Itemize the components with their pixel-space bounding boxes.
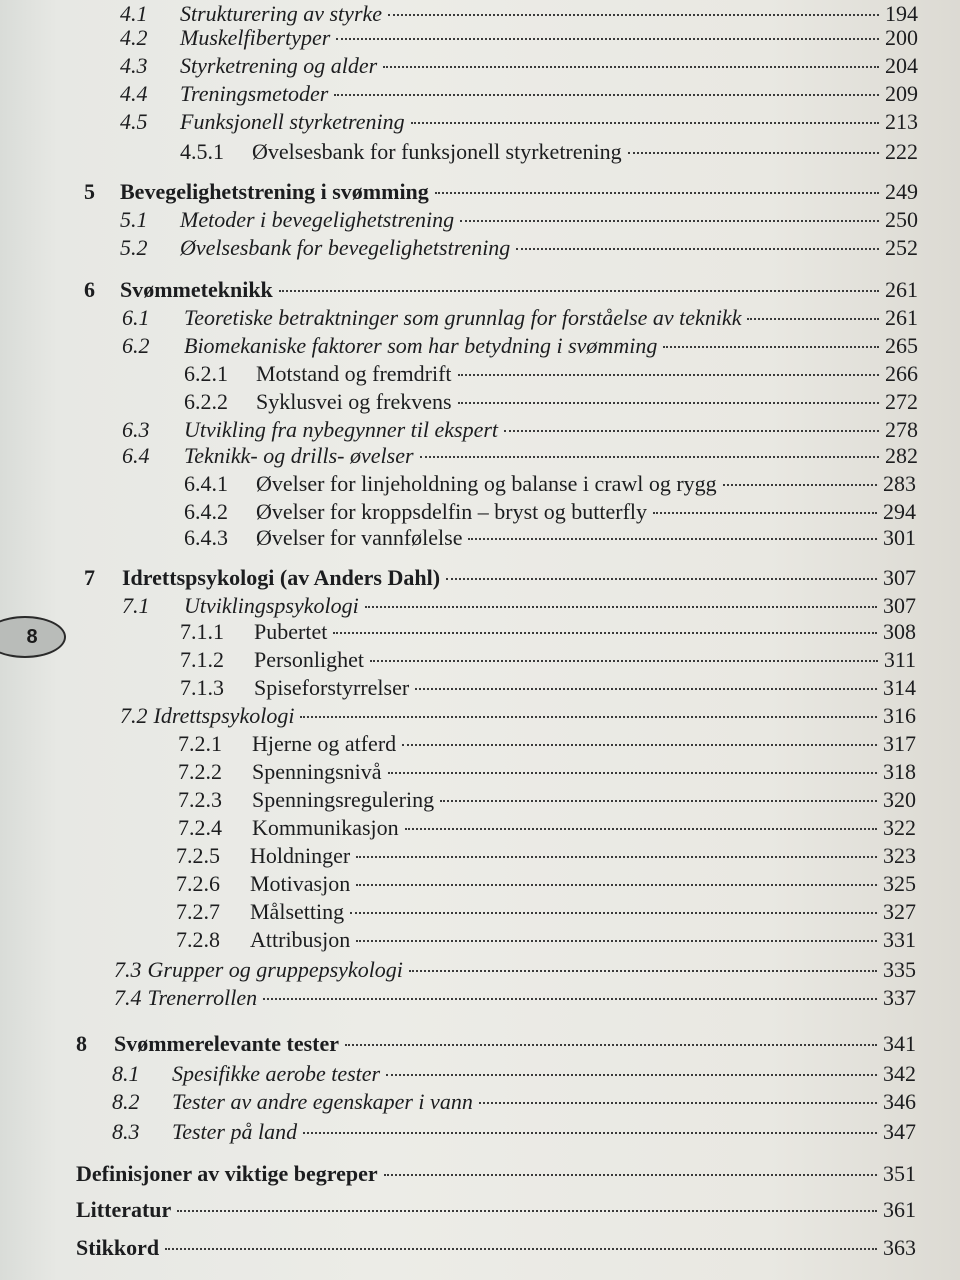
- toc-entry-title: Treningsmetoder: [180, 81, 329, 106]
- toc-entry-title: Litteratur: [76, 1197, 172, 1222]
- toc-entry-page: 323: [883, 843, 916, 868]
- dot-leader: [468, 538, 877, 540]
- toc-entry-number: 7.4: [114, 985, 142, 1010]
- toc-entry-page: 361: [883, 1197, 916, 1222]
- toc-entry-number: 7.1.1: [180, 619, 224, 644]
- dot-leader: [663, 346, 879, 348]
- toc-entry: [112, 1118, 916, 1146]
- toc-entry-page: 314: [883, 675, 916, 700]
- dot-leader: [628, 152, 879, 154]
- toc-entry-number: 6.2.1: [184, 361, 228, 386]
- toc-entry-number: 7.1.3: [180, 675, 224, 700]
- toc-entry-number: 6.3: [122, 417, 150, 442]
- toc-entry: [76, 1196, 916, 1224]
- toc-entry-page: 194: [885, 1, 918, 26]
- dot-leader: [165, 1248, 877, 1250]
- toc-entry-number: 7: [84, 565, 95, 590]
- toc-entry-title: Tester på land: [172, 1119, 298, 1144]
- toc-entry-title: Svømmerelevante tester: [114, 1031, 339, 1056]
- toc-entry-title: Styrketrening og alder: [180, 53, 378, 78]
- toc-entry-number: 6.2: [122, 333, 150, 358]
- toc-entry-title: Utvikling fra nybegynner til ekspert: [184, 417, 499, 442]
- toc-entry-page: 266: [885, 361, 918, 386]
- toc-entry-title: Øvelser for vannfølelse: [256, 525, 463, 550]
- toc-entry-number: 7.2.2: [178, 759, 222, 784]
- toc-entry: [120, 52, 918, 80]
- toc-entry-number: 4.5.1: [180, 139, 224, 164]
- toc-entry-title: Øvelsesbank for bevegelighetstrening: [180, 235, 511, 260]
- toc-entry-title: Syklusvei og frekvens: [256, 389, 452, 414]
- dot-leader: [388, 14, 879, 16]
- dot-leader: [446, 578, 877, 580]
- toc-entry-page: 301: [883, 525, 916, 550]
- toc-entry-page: 327: [883, 899, 916, 924]
- toc-entry-page: 331: [883, 927, 916, 952]
- toc-entry-title: Personlighet: [254, 647, 364, 672]
- toc-entry-page: 252: [885, 235, 918, 260]
- toc-entry-title: Bevegelighetstrening i svømming: [120, 179, 429, 204]
- dot-leader: [516, 248, 879, 250]
- toc-entry-page: 261: [885, 277, 918, 302]
- toc-entry: [176, 842, 916, 870]
- toc-entry-title: Kommunikasjon: [252, 815, 399, 840]
- dot-leader: [350, 912, 877, 914]
- toc-entry: [84, 276, 918, 304]
- dot-leader: [300, 716, 877, 718]
- toc-entry-number: 8: [76, 1031, 87, 1056]
- toc-entry-title: Svømmeteknikk: [120, 277, 273, 302]
- toc-entry-title: Strukturering av styrke: [180, 1, 383, 26]
- toc-entry-title: Muskelfibertyper: [180, 25, 331, 50]
- toc-entry-page: 265: [885, 333, 918, 358]
- toc-entry: [122, 304, 918, 332]
- toc-entry-title: Øvelser for kroppsdelfin – bryst og butterfly: [256, 499, 648, 524]
- toc-entry: [184, 360, 918, 388]
- toc-entry: [178, 786, 916, 814]
- toc-entry-number: 6.4.1: [184, 471, 228, 496]
- toc-entry: [120, 108, 918, 136]
- dot-leader: [345, 1044, 877, 1046]
- toc-entry-page: 204: [885, 53, 918, 78]
- toc-entry-title: Målsetting: [250, 899, 345, 924]
- toc-entry-title: Teoretiske betraktninger som grunnlag for forståelse av teknikk: [184, 305, 742, 330]
- toc-entry-page: 307: [883, 565, 916, 590]
- dot-leader: [365, 606, 877, 608]
- toc-entry-title: Utviklingspsykologi: [184, 593, 359, 618]
- dot-leader: [420, 456, 879, 458]
- toc-entry-page: 307: [883, 593, 916, 618]
- dot-leader: [356, 940, 877, 942]
- dot-leader: [723, 484, 877, 486]
- dot-leader: [479, 1102, 877, 1104]
- toc-entry: [120, 80, 918, 108]
- dot-leader: [460, 220, 879, 222]
- dot-leader: [356, 884, 877, 886]
- toc-entry: [184, 498, 916, 526]
- toc-entry: [176, 870, 916, 898]
- toc-entry-number: 6.2.2: [184, 389, 228, 414]
- toc-entry: [84, 564, 916, 592]
- toc-entry: [176, 926, 916, 954]
- toc-entry: [184, 470, 916, 498]
- toc-entry-number: 7.2.7: [176, 899, 220, 924]
- toc-entry-number: 4.5: [120, 109, 148, 134]
- toc-entry-title: Tester av andre egenskaper i vann: [172, 1089, 473, 1114]
- toc-entry-page: 351: [883, 1161, 916, 1186]
- dot-leader: [370, 660, 878, 662]
- toc-entry-page: 317: [883, 731, 916, 756]
- toc-entry-title: Funksjonell styrketrening: [180, 109, 405, 134]
- page-number: 8: [26, 625, 38, 648]
- toc-entry: [120, 234, 918, 262]
- toc-entry: [178, 814, 916, 842]
- toc-entry-page: 325: [883, 871, 916, 896]
- toc-entry-title: Motivasjon: [250, 871, 351, 896]
- toc-entry-title: Biomekaniske faktorer som har betydning i svømming: [184, 333, 658, 358]
- toc-entry-title: Hjerne og atferd: [252, 731, 397, 756]
- toc-entry: [76, 1234, 916, 1262]
- toc-entry-title: Pubertet: [254, 619, 328, 644]
- toc-entry-number: 7.2.1: [178, 731, 222, 756]
- toc-entry-title: Spenningsnivå: [252, 759, 382, 784]
- dot-leader: [435, 192, 879, 194]
- toc-entry-page: 342: [883, 1061, 916, 1086]
- toc-entry: [112, 1088, 916, 1116]
- toc-entry-title: Øvelsesbank for funksjonell styrketrening: [252, 139, 622, 164]
- toc-entry-number: 7.2.6: [176, 871, 220, 896]
- toc-entry: [122, 442, 918, 470]
- toc-entry-title: Holdninger: [250, 843, 351, 868]
- toc-entry-title: Idrettspsykologi: [153, 703, 295, 728]
- toc-entry-page: 261: [885, 305, 918, 330]
- toc-entry-number: 5: [84, 179, 95, 204]
- toc-entry-number: 7.2.8: [176, 927, 220, 952]
- toc-entry-page: 200: [885, 25, 918, 50]
- toc-entry-number: 4.3: [120, 53, 148, 78]
- toc-entry-page: 311: [883, 647, 916, 672]
- toc-entry-page: 222: [885, 139, 918, 164]
- toc-entry-number: 7.1: [122, 593, 150, 618]
- toc-entry-page: 283: [883, 471, 916, 496]
- dot-leader: [458, 402, 879, 404]
- toc-entry-page: 335: [883, 957, 916, 982]
- toc-entry-page: 250: [885, 207, 918, 232]
- toc-entry-page: 346: [883, 1089, 916, 1114]
- toc-entry-page: 318: [883, 759, 916, 784]
- toc-entry: [176, 898, 916, 926]
- toc-entry-page: 316: [883, 703, 916, 728]
- toc-entry-title: Motstand og fremdrift: [256, 361, 452, 386]
- toc-entry-number: 7.2.5: [176, 843, 220, 868]
- toc-entry-title: Stikkord: [76, 1235, 160, 1260]
- dot-leader: [334, 94, 879, 96]
- toc-entry-number: 7.2.4: [178, 815, 222, 840]
- dot-leader: [411, 122, 879, 124]
- toc-entry: [180, 618, 916, 646]
- toc-entry-page: 308: [883, 619, 916, 644]
- toc-entry-page: 347: [883, 1119, 916, 1144]
- toc-entry: [178, 758, 916, 786]
- dot-leader: [653, 512, 877, 514]
- toc-entry: [84, 178, 918, 206]
- toc-entry: [180, 646, 916, 674]
- toc-entry: [114, 984, 916, 1012]
- dot-leader: [747, 318, 879, 320]
- toc-entry-number: 6: [84, 277, 95, 302]
- dot-leader: [409, 970, 877, 972]
- toc-entry-page: 363: [883, 1235, 916, 1260]
- toc-entry: [178, 730, 916, 758]
- dot-leader: [263, 998, 877, 1000]
- dot-leader: [402, 744, 877, 746]
- toc-entry: [180, 138, 918, 166]
- dot-leader: [356, 856, 877, 858]
- toc-entry-number: 6.4: [122, 443, 150, 468]
- dot-leader: [458, 374, 879, 376]
- toc-entry-number: 4.1: [120, 1, 148, 26]
- toc-entry-title: Attribusjon: [250, 927, 351, 952]
- toc-entry-title: Grupper og gruppepsykologi: [147, 957, 403, 982]
- dot-leader: [336, 38, 879, 40]
- toc-entry-page: 337: [883, 985, 916, 1010]
- dot-leader: [279, 290, 879, 292]
- toc-entry-number: 6.4.3: [184, 525, 228, 550]
- dot-leader: [386, 1074, 877, 1076]
- toc-entry-page: 320: [883, 787, 916, 812]
- toc-entry: [184, 524, 916, 552]
- toc-entry-page: 272: [885, 389, 918, 414]
- toc-entry-number: 8.2: [112, 1089, 140, 1114]
- toc-entry: [76, 1030, 916, 1058]
- toc-entry-title: Øvelser for linjeholdning og balanse i crawl og rygg: [256, 471, 717, 496]
- toc-entry-number: 4.4: [120, 81, 148, 106]
- toc-entry: [120, 24, 918, 52]
- toc-entry-title: Idrettspsykologi (av Anders Dahl): [122, 565, 441, 590]
- dot-leader: [504, 430, 879, 432]
- dot-leader: [384, 1174, 877, 1176]
- toc-entry-number: 8.3: [112, 1119, 140, 1144]
- toc-entry: [122, 332, 918, 360]
- toc-entry-title: Spiseforstyrrelser: [254, 675, 410, 700]
- dot-leader: [405, 828, 877, 830]
- toc-entry-number: 6.1: [122, 305, 150, 330]
- toc-entry-page: 294: [883, 499, 916, 524]
- toc-entry-number: 5.2: [120, 235, 148, 260]
- toc-entry: [122, 592, 916, 620]
- toc-entry: [112, 1060, 916, 1088]
- toc-entry-title: Spesifikke aerobe tester: [172, 1061, 381, 1086]
- dot-leader: [388, 772, 877, 774]
- dot-leader: [383, 66, 879, 68]
- page-number-tab: [0, 616, 66, 658]
- toc-entry: [122, 416, 918, 444]
- toc-entry-title: Definisjoner av viktige begreper: [76, 1161, 378, 1186]
- dot-leader: [415, 688, 877, 690]
- toc-entry-page: 213: [885, 109, 918, 134]
- toc-entry: [120, 206, 918, 234]
- toc-entry-page: 249: [885, 179, 918, 204]
- dot-leader: [177, 1210, 877, 1212]
- toc-entry-page: 341: [883, 1031, 916, 1056]
- dot-leader: [303, 1132, 877, 1134]
- toc-entry: [184, 388, 918, 416]
- toc-entry-number: 7.2: [120, 703, 148, 728]
- toc-entry-number: 6.4.2: [184, 499, 228, 524]
- toc-entry: [180, 674, 916, 702]
- toc-entry-number: 4.2: [120, 25, 148, 50]
- toc-entry-title: Teknikk- og drills- øvelser: [184, 443, 414, 468]
- dot-leader: [333, 632, 877, 634]
- toc-entry-title: Metoder i bevegelighetstrening: [180, 207, 455, 232]
- toc-entry-page: 278: [885, 417, 918, 442]
- toc-entry-page: 209: [885, 81, 918, 106]
- toc-entry-number: 5.1: [120, 207, 148, 232]
- toc-entry-title: Spenningsregulering: [252, 787, 435, 812]
- dot-leader: [440, 800, 877, 802]
- toc-entry: [76, 1160, 916, 1188]
- toc-entry-number: 8.1: [112, 1061, 140, 1086]
- toc-entry: [114, 956, 916, 984]
- toc-entry-number: 7.1.2: [180, 647, 224, 672]
- toc-entry-number: 7.3: [114, 957, 142, 982]
- toc-entry-number: 7.2.3: [178, 787, 222, 812]
- toc-entry-title: Trenerrollen: [147, 985, 258, 1010]
- toc-entry: [120, 702, 916, 730]
- toc-entry-page: 282: [885, 443, 918, 468]
- toc-entry-page: 322: [883, 815, 916, 840]
